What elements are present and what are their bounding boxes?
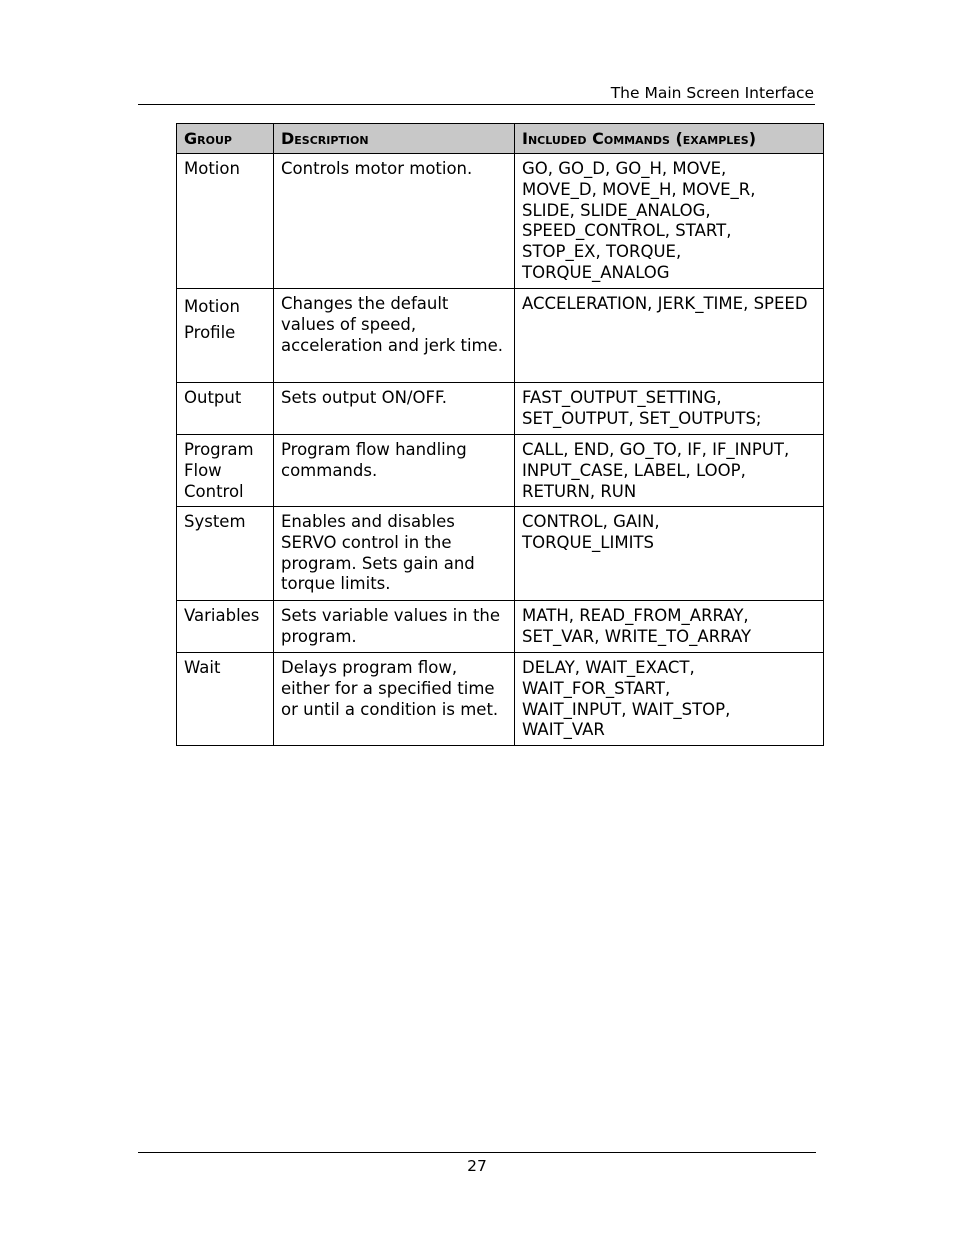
page-header bbox=[138, 84, 815, 105]
group-cell: System bbox=[177, 507, 274, 601]
table-row bbox=[177, 653, 824, 746]
commands-cell bbox=[515, 383, 824, 435]
running-header-title: The Main Screen Interface bbox=[610, 84, 814, 102]
table-row bbox=[177, 601, 824, 653]
table-header-row bbox=[177, 124, 824, 154]
description-cell: Program flow handling commands. bbox=[274, 435, 515, 507]
column-header-description: Description bbox=[274, 124, 515, 154]
commands-text: GO, GO_D, GO_H, MOVE, MOVE_D, MOVE_H, MOVE_R, SLIDE, SLIDE_ANALOG, SPEED_CONTROL, START, STOP_EX, TORQUE, TORQUE_ANALOG bbox=[522, 159, 756, 282]
page-number: 27 bbox=[467, 1157, 487, 1175]
commands-cell: ACCELERATION, JERK_TIME, SPEED bbox=[515, 289, 824, 383]
description-cell: Sets variable values in the program. bbox=[274, 601, 515, 653]
table-row bbox=[177, 507, 824, 601]
group-cell: Wait bbox=[177, 653, 274, 746]
commands-text: CONTROL, GAIN, TORQUE_LIMITS bbox=[522, 512, 660, 552]
commands-cell bbox=[515, 507, 824, 601]
group-cell: Variables bbox=[177, 601, 274, 653]
table-row bbox=[177, 435, 824, 507]
group-cell: Motion bbox=[177, 154, 274, 289]
description-cell: Sets output ON/OFF. bbox=[274, 383, 515, 435]
command-groups-table bbox=[176, 123, 824, 746]
column-header-commands: Included Commands (examples) bbox=[515, 124, 824, 154]
group-cell bbox=[177, 289, 274, 383]
table-row bbox=[177, 154, 824, 289]
commands-text: DELAY, WAIT_EXACT, WAIT_FOR_START, WAIT_INPUT, WAIT_STOP, WAIT_VAR bbox=[522, 658, 731, 740]
group-cell: Program Flow Control bbox=[177, 435, 274, 507]
commands-text: FAST_OUTPUT_SETTING, SET_OUTPUT, SET_OUTPUTS; bbox=[522, 388, 762, 428]
description-cell: Delays program flow, either for a specified time or until a condition is met. bbox=[274, 653, 515, 746]
description-cell: Controls motor motion. bbox=[274, 154, 515, 289]
page-footer bbox=[138, 1152, 816, 1175]
commands-cell bbox=[515, 653, 824, 746]
description-cell: Changes the default values of speed, acceleration and jerk time. bbox=[274, 289, 515, 383]
commands-text: MATH, READ_FROM_ARRAY, SET_VAR, WRITE_TO_ARRAY bbox=[522, 606, 752, 646]
table-row bbox=[177, 383, 824, 435]
description-cell: Enables and disables SERVO control in the program. Sets gain and torque limits. bbox=[274, 507, 515, 601]
table-row bbox=[177, 289, 824, 383]
group-cell: Output bbox=[177, 383, 274, 435]
column-header-group: Group bbox=[177, 124, 274, 154]
commands-cell bbox=[515, 435, 824, 507]
commands-text: CALL, END, GO_TO, IF, IF_INPUT, INPUT_CASE, LABEL, LOOP, RETURN, RUN bbox=[522, 440, 790, 501]
commands-cell bbox=[515, 154, 824, 289]
commands-cell bbox=[515, 601, 824, 653]
group-text: Motion Profile bbox=[184, 297, 240, 342]
